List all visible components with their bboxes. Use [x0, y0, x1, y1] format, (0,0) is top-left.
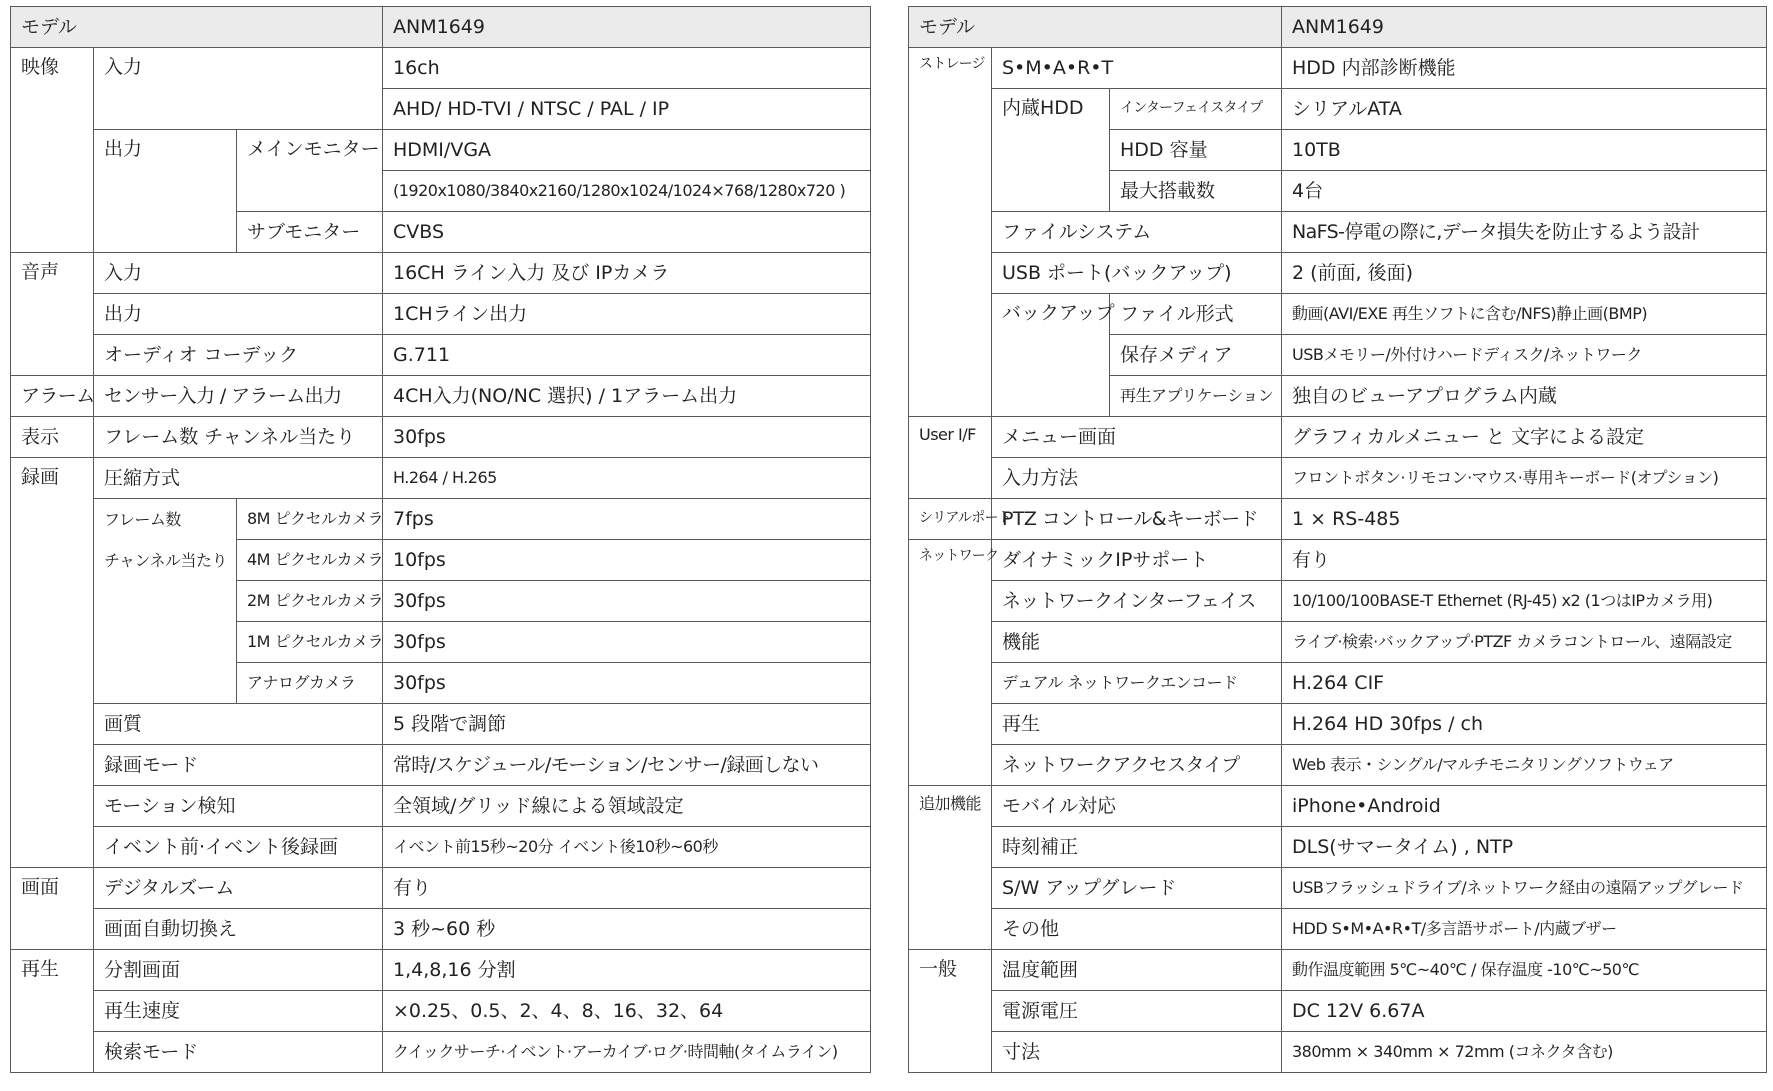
analog-cam-label: アナログカメラ [237, 663, 383, 704]
time-sync-label: 時刻補正 [992, 827, 1282, 868]
usb-port-value: 2 (前面, 後面) [1282, 253, 1767, 294]
playback-app-value: 独自のビューアプログラム内蔵 [1282, 376, 1767, 417]
table-row [909, 786, 1767, 827]
display-label: フレーム数 チャンネル当たり [94, 417, 383, 458]
analog-cam-value: 30fps [383, 663, 871, 704]
model-value: ANM1649 [1282, 7, 1767, 48]
dynamic-ip-value: 有り [1282, 540, 1767, 581]
frames-label-line1: フレーム数 [104, 510, 181, 529]
frames-label-line2: チャンネル当たり [104, 551, 228, 570]
time-sync-value: DLS(サマータイム) , NTP [1282, 827, 1767, 868]
table-row [11, 950, 871, 991]
ptz-label: PTZ コントロール&キーボード [992, 499, 1282, 540]
table-row [11, 827, 871, 868]
category-alarm: アラーム [11, 376, 94, 417]
category-serial-port: シリアルポート [909, 499, 992, 540]
interface-type-label: インターフェイスタイプ [1110, 89, 1282, 130]
smart-label: S•M•A•R•T [992, 48, 1282, 89]
menu-screen-label: メニュー画面 [992, 417, 1282, 458]
backup-label: バックアップ [992, 294, 1110, 417]
table-row [909, 294, 1767, 335]
category-extra: 追加機能 [909, 786, 992, 950]
model-label: モデル [909, 7, 1282, 48]
main-monitor-resolutions: (1920x1080/3840x2160/1280x1024/1024×768/1280x720 ) [383, 171, 871, 212]
video-output-label: 出力 [94, 130, 237, 253]
max-drives-value: 4台 [1282, 171, 1767, 212]
category-video: 映像 [11, 48, 94, 253]
table-row [11, 7, 871, 48]
table-row [909, 745, 1767, 786]
dynamic-ip-label: ダイナミックIPサポート [992, 540, 1282, 581]
access-type-value: Web 表示・シングル/マルチモニタリングソフトウェア [1282, 745, 1767, 786]
table-row [909, 950, 1767, 991]
hdd-capacity-value: 10TB [1282, 130, 1767, 171]
file-system-value: NaFS-停電の際に,データ損失を防止するよう設計 [1282, 212, 1767, 253]
temperature-label: 温度範囲 [992, 950, 1282, 991]
table-row [909, 991, 1767, 1032]
split-label: 分割画面 [94, 950, 383, 991]
cam-2m-label: 2M ピクセルカメラ [237, 581, 383, 622]
compression-value: H.264 / H.265 [383, 458, 871, 499]
table-row [909, 1032, 1767, 1073]
cam-4m-label: 4M ピクセルカメラ [237, 540, 383, 581]
table-row [11, 294, 871, 335]
input-method-value: フロントボタン·リモコン·マウス·専用キーボード(オプション) [1282, 458, 1767, 499]
table-row [909, 827, 1767, 868]
frames-per-channel-label [94, 499, 237, 704]
main-monitor-label: メインモニター [237, 130, 383, 212]
alarm-value: 4CH入力(NO/NC 選択) / 1アラーム出力 [383, 376, 871, 417]
category-audio: 音声 [11, 253, 94, 376]
right-spec-table [908, 6, 1767, 1073]
network-playback-label: 再生 [992, 704, 1282, 745]
max-drives-label: 最大搭載数 [1110, 171, 1282, 212]
audio-codec-value: G.711 [383, 335, 871, 376]
search-mode-value: クイックサーチ·イベント·アーカイブ·ログ·時間軸(タイムライン) [383, 1032, 871, 1073]
speed-value: ×0.25、0.5、2、4、8、16、32、64 [383, 991, 871, 1032]
speed-label: 再生速度 [94, 991, 383, 1032]
mobile-label: モバイル対応 [992, 786, 1282, 827]
cam-4m-value: 10fps [383, 540, 871, 581]
table-row [11, 48, 871, 89]
sw-upgrade-label: S/W アップグレード [992, 868, 1282, 909]
table-row [909, 663, 1767, 704]
zoom-label: デジタルズーム [94, 868, 383, 909]
table-row [909, 212, 1767, 253]
save-media-label: 保存メディア [1110, 335, 1282, 376]
interface-type-value: シリアルATA [1282, 89, 1767, 130]
table-row [909, 48, 1767, 89]
cam-8m-label: 8M ピクセルカメラ [237, 499, 383, 540]
split-value: 1,4,8,16 分割 [383, 950, 871, 991]
quality-label: 画質 [94, 704, 383, 745]
audio-input-value: 16CH ライン入力 及び IPカメラ [383, 253, 871, 294]
save-media-value: USBメモリー/外付けハードディスク/ネットワーク [1282, 335, 1767, 376]
other-value: HDD S•M•A•R•T/多言語サポート/内蔵ブザー [1282, 909, 1767, 950]
access-type-label: ネットワークアクセスタイプ [992, 745, 1282, 786]
network-function-label: 機能 [992, 622, 1282, 663]
compression-label: 圧縮方式 [94, 458, 383, 499]
table-row [909, 622, 1767, 663]
table-row [909, 417, 1767, 458]
file-format-value: 動画(AVI/EXE 再生ソフトに含む/NFS)静止画(BMP) [1282, 294, 1767, 335]
table-row [909, 540, 1767, 581]
category-recording: 録画 [11, 458, 94, 868]
video-input-value: 16ch [383, 48, 871, 89]
power-value: DC 12V 6.67A [1282, 991, 1767, 1032]
network-playback-value: H.264 HD 30fps / ch [1282, 704, 1767, 745]
alarm-label: センサー入力 / アラーム出力 [94, 376, 383, 417]
internal-hdd-label: 内蔵HDD [992, 89, 1110, 212]
model-value: ANM1649 [383, 7, 871, 48]
table-row [11, 417, 871, 458]
file-format-label: ファイル形式 [1110, 294, 1282, 335]
network-interface-label: ネットワークインターフェイス [992, 581, 1282, 622]
search-mode-label: 検索モード [94, 1032, 383, 1073]
dual-encode-value: H.264 CIF [1282, 663, 1767, 704]
table-row [11, 499, 871, 540]
file-system-label: ファイルシステム [992, 212, 1282, 253]
table-row [11, 253, 871, 294]
other-label: その他 [992, 909, 1282, 950]
category-user-if: User I/F [909, 417, 992, 499]
dimensions-label: 寸法 [992, 1032, 1282, 1073]
cam-1m-label: 1M ピクセルカメラ [237, 622, 383, 663]
category-playback: 再生 [11, 950, 94, 1073]
power-label: 電源電圧 [992, 991, 1282, 1032]
network-function-value: ライブ·検索·バックアップ·PTZF カメラコントロール、遠隔設定 [1282, 622, 1767, 663]
table-row [11, 868, 871, 909]
motion-label: モーション検知 [94, 786, 383, 827]
table-row [11, 745, 871, 786]
main-monitor-value: HDMI/VGA [383, 130, 871, 171]
table-row [909, 253, 1767, 294]
table-row [11, 335, 871, 376]
event-rec-value: イベント前15秒~20分 イベント後10秒~60秒 [383, 827, 871, 868]
zoom-value: 有り [383, 868, 871, 909]
table-row [11, 1032, 871, 1073]
sub-monitor-value: CVBS [383, 212, 871, 253]
hdd-capacity-label: HDD 容量 [1110, 130, 1282, 171]
table-row [11, 991, 871, 1032]
table-row [909, 7, 1767, 48]
sw-upgrade-value: USBフラッシュドライブ/ネットワーク経由の遠隔アップグレード [1282, 868, 1767, 909]
ptz-value: 1 × RS-485 [1282, 499, 1767, 540]
usb-port-label: USB ポート(バックアップ) [992, 253, 1282, 294]
audio-input-label: 入力 [94, 253, 383, 294]
table-row [11, 909, 871, 950]
table-row [909, 581, 1767, 622]
table-row [909, 89, 1767, 130]
motion-value: 全領域/グリッド線による領域設定 [383, 786, 871, 827]
rec-mode-value: 常時/スケジュール/モーション/センサー/録画しない [383, 745, 871, 786]
video-input-label: 入力 [94, 48, 383, 130]
table-row [909, 868, 1767, 909]
event-rec-label: イベント前·イベント後録画 [94, 827, 383, 868]
dual-encode-label: デュアル ネットワークエンコード [992, 663, 1282, 704]
table-row [909, 704, 1767, 745]
temperature-value: 動作温度範囲 5℃~40℃ / 保存温度 -10℃~50℃ [1282, 950, 1767, 991]
table-row [909, 909, 1767, 950]
sub-monitor-label: サブモニター [237, 212, 383, 253]
table-row [909, 458, 1767, 499]
table-row [11, 376, 871, 417]
cam-8m-value: 7fps [383, 499, 871, 540]
quality-value: 5 段階で調節 [383, 704, 871, 745]
audio-output-label: 出力 [94, 294, 383, 335]
menu-screen-value: グラフィカルメニュー と 文字による設定 [1282, 417, 1767, 458]
network-interface-value: 10/100/100BASE-T Ethernet (RJ-45) x2 (1つはIPカメラ用) [1282, 581, 1767, 622]
rec-mode-label: 録画モード [94, 745, 383, 786]
category-storage: ストレージ [909, 48, 992, 417]
dimensions-value: 380mm × 340mm × 72mm (コネクタ含む) [1282, 1032, 1767, 1073]
playback-app-label: 再生アプリケーション [1110, 376, 1282, 417]
auto-switch-value: 3 秒~60 秒 [383, 909, 871, 950]
category-general: 一般 [909, 950, 992, 1073]
category-screen: 画面 [11, 868, 94, 950]
smart-value: HDD 内部診断機能 [1282, 48, 1767, 89]
audio-codec-label: オーディオ コーデック [94, 335, 383, 376]
mobile-value: iPhone•Android [1282, 786, 1767, 827]
input-method-label: 入力方法 [992, 458, 1282, 499]
display-value: 30fps [383, 417, 871, 458]
video-input-format-value: AHD/ HD-TVI / NTSC / PAL / IP [383, 89, 871, 130]
table-row [11, 704, 871, 745]
table-row [909, 499, 1767, 540]
model-label: モデル [11, 7, 383, 48]
table-row [11, 786, 871, 827]
table-row [11, 130, 871, 171]
table-row [11, 458, 871, 499]
left-spec-table [10, 6, 871, 1073]
cam-2m-value: 30fps [383, 581, 871, 622]
auto-switch-label: 画面自動切換え [94, 909, 383, 950]
category-display: 表示 [11, 417, 94, 458]
audio-output-value: 1CHライン出力 [383, 294, 871, 335]
category-network: ネットワーク [909, 540, 992, 786]
cam-1m-value: 30fps [383, 622, 871, 663]
